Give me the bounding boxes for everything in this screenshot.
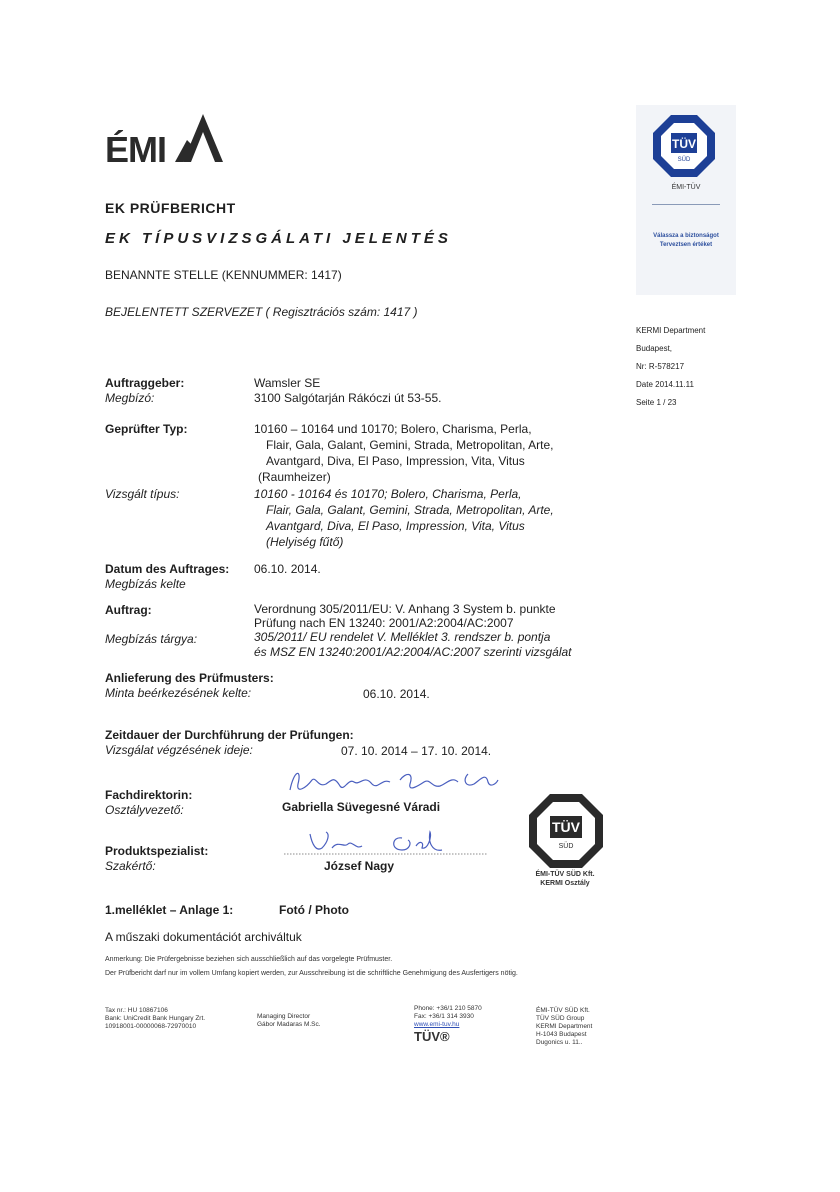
type-hu-line: 10160 - 10164 és 10170; Bolero, Charisma, Perla, [254,487,522,501]
footer-tuv-logo: TÜV® [414,1029,450,1044]
order-label-de: Auftrag: [105,603,152,617]
delivery-label-de: Anlieferung des Prüfmusters: [105,671,274,685]
client-name: Wamsler SE [254,376,321,390]
report-date: Date 2014.11.11 [636,380,694,389]
footer-city: H-1043 Budapest [536,1031,587,1038]
stamp-text [510,870,620,888]
type-label-de: Geprüfter Typ: [105,422,188,436]
emi-logo [105,110,223,168]
type-hu-line: Flair, Gala, Galant, Gemini, Strada, Metropolitan, Arte, [266,503,554,517]
order-hu-line: és MSZ EN 13240:2001/A2:2004/AC:2007 szerinti vizsgálat [254,645,572,659]
footer-col3 [414,1005,482,1045]
svg-text:TÜV: TÜV [672,137,696,151]
duration-label-hu: Vizsgálat végzésének ideje: [105,743,253,757]
director-name: Gabriella Süvegesné Váradi [282,800,441,814]
tuv-slogan-line1: Válassza a biztonságot [653,233,719,239]
delivery-label-hu: Minta beérkezésének kelte: [105,686,252,700]
footer-company: ÉMI-TÜV SÜD Kft. [536,1007,590,1014]
type-hu-line: Avantgard, Diva, El Paso, Impression, Vita, Vitus [266,519,525,533]
type-de-line: (Raumheizer) [258,470,331,484]
type-de-line: Flair, Gala, Galant, Gemini, Strada, Metropolitan, Arte, [266,438,554,452]
duration-label-de: Zeitdauer der Durchführung der Prüfungen: [105,728,354,742]
svg-text:SÜD: SÜD [558,843,574,850]
director-label-hu: Osztályvezető: [105,803,184,817]
specialist-name: József Nagy [324,859,395,873]
footer-col1 [105,1007,205,1031]
footer-group: TÜV SÜD Group [536,1015,585,1022]
footer-dept: KERMI Department [536,1023,593,1030]
divider [652,204,720,205]
tuv-stamp-icon [527,792,605,870]
director-label-de: Fachdirektorin: [105,788,193,802]
title-hu: EK TÍPUSVIZSGÁLATI JELENTÉS [105,230,452,247]
tuv-logo-icon [651,113,717,179]
specialist-label-de: Produktspezialist: [105,844,209,858]
type-de [254,421,553,485]
footer-phone: Phone: +36/1 210 5870 [414,1005,482,1012]
order-date-label-de: Datum des Auftrages: [105,562,230,576]
archived-note: A műszaki dokumentációt archiváltuk [105,930,302,944]
footer-col4 [536,1007,592,1047]
order-de-line: Prüfung nach EN 13240: 2001/A2:2004/AC:2007 [254,616,514,630]
tuv-slogan-line2: Terveztsen értéket [659,242,713,248]
order-date: 06.10. 2014. [254,562,321,576]
report-info [636,322,705,412]
order-label-hu: Megbízás tárgya: [105,632,198,646]
order-date-label-hu: Megbízás kelte [105,577,186,591]
title-de: EK PRÜFBERICHT [105,200,236,216]
footer-tax: Tax nr.: HU 10867106 [105,1007,168,1014]
annex-label: 1.melléklet – Anlage 1: [105,903,234,917]
director-signature [282,766,502,796]
tuv-caption: ÉMI-TÜV [671,184,701,191]
type-label-hu: Vizsgált típus: [105,487,180,501]
annex-value: Fotó / Photo [279,903,349,917]
footer-fax: Fax: +36/1 314 3930 [414,1013,474,1020]
emi-logo-text: ÉMI [105,129,167,168]
client-address: 3100 Salgótarján Rákóczi út 53-55. [254,391,442,405]
svg-text:SÜD: SÜD [677,157,691,163]
report-city: Budapest, [636,344,673,353]
type-hu [254,486,554,550]
report-number: Nr: R-578217 [636,362,685,371]
footer-street: Dugonics u. 11.. [536,1039,583,1046]
notified-body-de: BENANNTE STELLE (KENNUMMER: 1417) [105,268,342,282]
delivery-date: 06.10. 2014. [363,687,430,701]
report-page: Seite 1 / 23 [636,398,677,407]
duration-value: 07. 10. 2014 – 17. 10. 2014. [341,744,492,758]
footer-bank: Bank: UniCredit Bank Hungary Zrt. [105,1015,206,1022]
order-hu-line: 305/2011/ EU rendelet V. Melléklet 3. rendszer b. pontja [254,630,551,644]
report-department: KERMI Department [636,326,706,335]
footer-col2 [257,1013,321,1029]
notified-body-hu: BEJELENTETT SZERVEZET ( Regisztrációs szám: 1417 ) [105,305,418,319]
order-hu [254,630,572,660]
stamp-line1: ÉMI-TÜV SÜD Kft. [535,871,595,878]
stamp-line2: KERMI Osztály [540,880,590,887]
tuv-slogan [640,232,732,250]
type-de-line: Avantgard, Diva, El Paso, Impression, Vita, Vitus [266,454,525,468]
footer-md-name: Gábor Madaras M.Sc. [257,1021,321,1028]
footer-account: 10918001-00000068-72970010 [105,1023,197,1030]
client-label-hu: Megbízó: [105,391,155,405]
svg-text:TÜV: TÜV [552,819,580,835]
client-label-de: Auftraggeber: [105,376,185,390]
footer-md-title: Managing Director [257,1013,311,1020]
specialist-label-hu: Szakértő: [105,859,156,873]
note-line1: Anmerkung: Die Prüfergebnisse beziehen sich ausschließlich auf das vorgelegte Prüfmuster. [105,956,393,963]
order-de [254,602,556,630]
type-hu-line: (Helyiség fűtő) [266,535,344,549]
type-de-line: 10160 – 10164 und 10170; Bolero, Charisma, Perla, [254,422,532,436]
specialist-signature [282,828,502,858]
footer-website-link[interactable]: www.emi-tuv.hu [414,1021,460,1028]
order-de-line: Verordnung 305/2011/EU: V. Anhang 3 System b. punkte [254,602,556,616]
note-line2: Der Prüfbericht darf nur im vollem Umfang kopiert werden, zur Ausschreibung ist die schriftliche Genehmigung des Ausfertigers nötig. [105,970,518,977]
